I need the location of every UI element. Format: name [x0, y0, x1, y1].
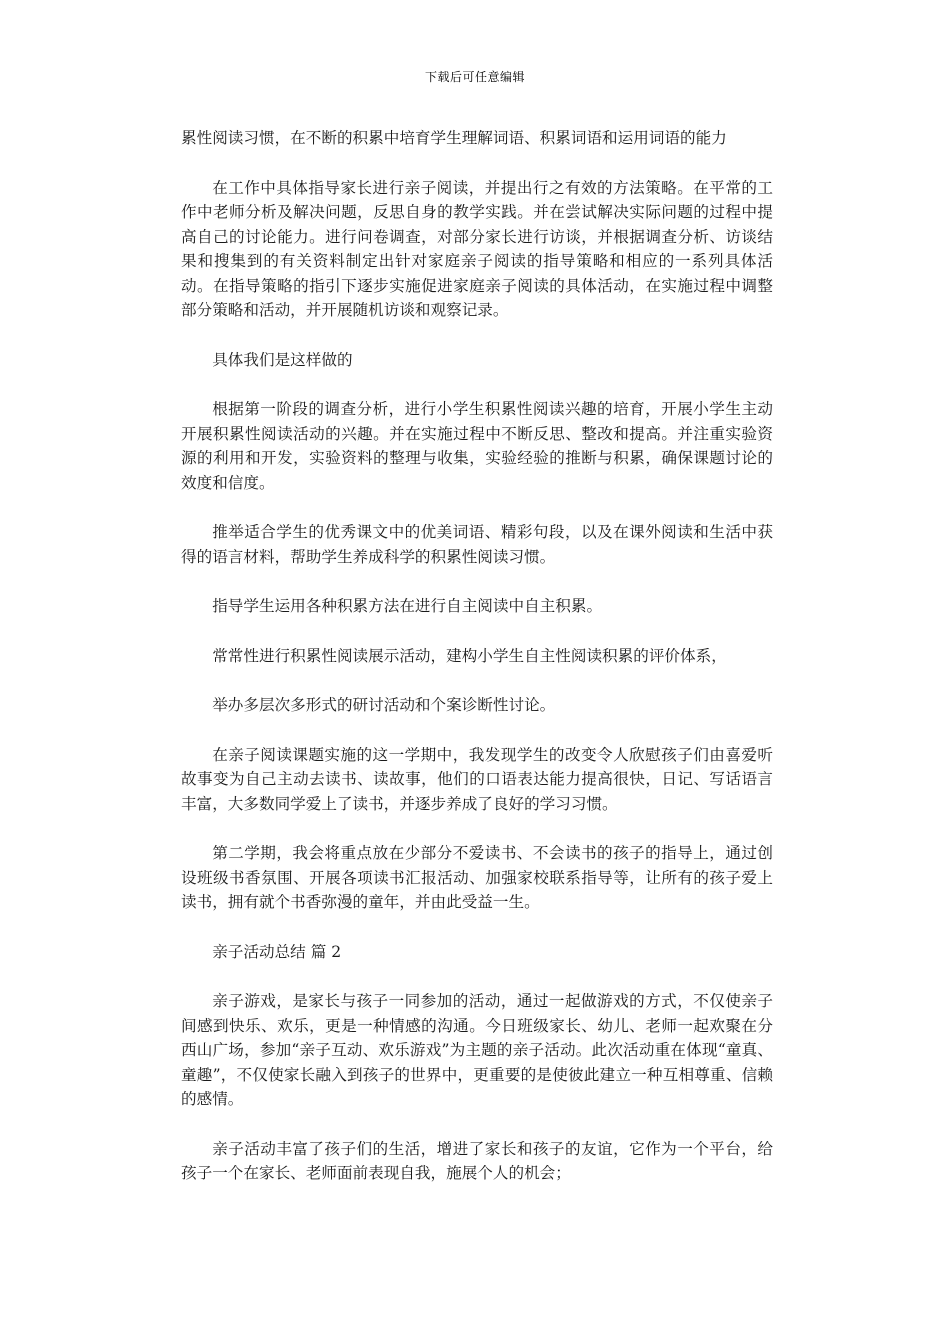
- paragraph-semester-results: 在亲子阅读课题实施的这一学期中，我发现学生的改变令人欣慰孩子们由喜爱听故事变为自己主动去读书、读故事，他们的口语表达能力提高很快，日记、写话语言丰富，大多数同学爱上了读书，并逐步养成了良好的学习习惯。: [181, 745, 773, 813]
- paragraph-activity-benefits: 亲子活动丰富了孩子们的生活，增进了家长和孩子的友谊，它作为一个平台，给孩子一个在家长、老师面前表现自我，施展个人的机会；: [181, 1139, 773, 1182]
- paragraph-second-semester: 第二学期，我会将重点放在少部分不爱读书、不会读书的孩子的指导上，通过创设班级书香氛围、开展各项读书汇报活动、加强家校联系指导等，让所有的孩子爱上读书，拥有就个书香弥漫的童年，并由此受益一生。: [181, 844, 773, 911]
- paragraph-seminars: 举办多层次多形式的研讨活动和个案诊断性讨论。: [212, 696, 556, 714]
- section-heading-part-2: 亲子活动总结 篇 2: [212, 942, 342, 961]
- paragraph-recommend-materials: 推举适合学生的优秀课文中的优美词语、精彩句段，以及在课外阅读和生活中获得的语言材料，帮助学生养成科学的积累性阅读习惯。: [181, 523, 773, 566]
- paragraph-survey-analysis: 根据第一阶段的调查分析，进行小学生积累性阅读兴趣的培育，开展小学生主动开展积累性阅读活动的兴趣。并在实施过程中不断反思、整改和提高。并注重实验资源的利用和开发，实验资料的整理与收集，实验经验的推断与积累，确保课题讨论的效度和信度。: [181, 400, 773, 492]
- paragraph-self-accumulation: 指导学生运用各种积累方法在进行自主阅读中自主积累。: [212, 597, 603, 615]
- paragraph-reading-showcase: 常常性进行积累性阅读展示活动，建构小学生自主性阅读积累的评价体系，: [212, 646, 727, 665]
- page-header-note: 下载后可任意编辑: [424, 70, 525, 84]
- paragraph-parent-reading-guidance: 在工作中具体指导家长进行亲子阅读，并提出行之有效的方法策略。在平常的工作中老师分析及解决问题，反思自身的教学实践。并在尝试解决实际问题的过程中提高自己的讨论能力。进行问卷调查，对部分家长进行访谈，并根据调查分析、访谈结果和搜集到的有关资料制定出针对家庭亲子阅读的指导策略和相应的一系列具体活动。在指导策略的指引下逐步实施促进家庭亲子阅读的具体活动，在实施过程中调整部分策略和活动，并开展随机访谈和观察记录。: [181, 178, 773, 319]
- paragraph-continuation: 累性阅读习惯，在不断的积累中培育学生理解词语、积累词语和运用词语的能力: [181, 129, 727, 147]
- document-body: [181, 126, 773, 1211]
- paragraph-parent-child-games: 亲子游戏，是家长与孩子一同参加的活动，通过一起做游戏的方式，不仅使亲子间感到快乐、欢乐，更是一种情感的沟通。今日班级家长、幼儿、老师一起欢聚在分西山广场，参加“亲子互动、欢乐游戏”为主题的亲子活动。此次活动重在体现“童真、童趣”，不仅使家长融入到孩子的世界中，更重要的是使彼此建立一种互相尊重、信赖的感情。: [181, 992, 773, 1108]
- paragraph-how-we-did-it: 具体我们是这样做的: [212, 350, 353, 369]
